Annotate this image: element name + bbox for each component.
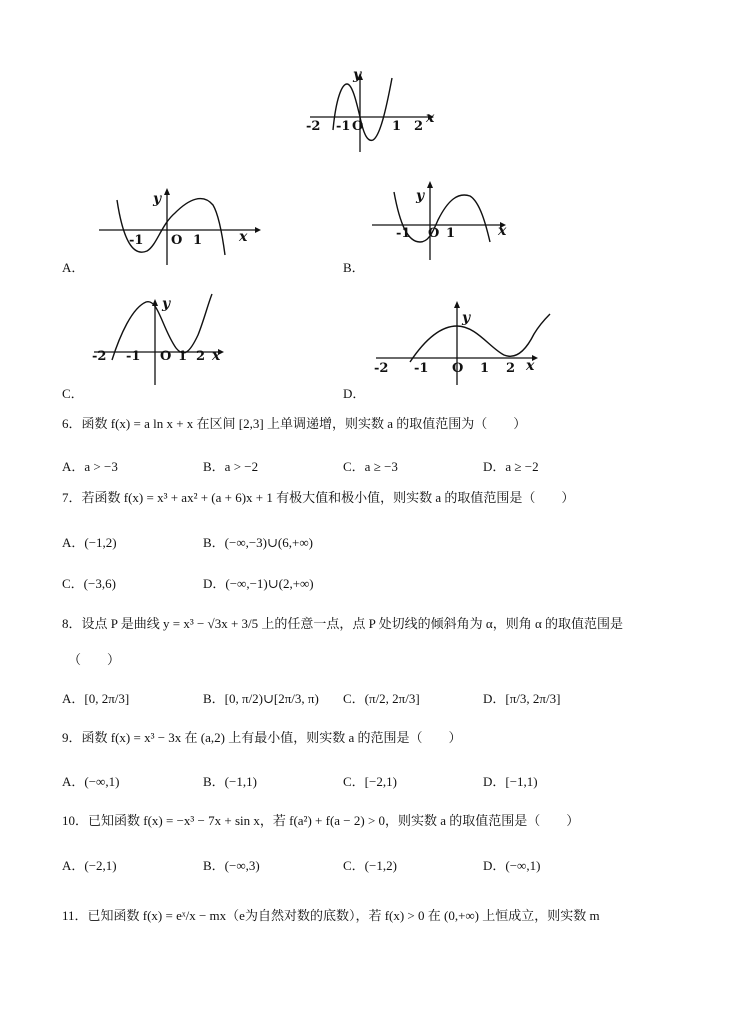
y-axis-arrow xyxy=(454,301,460,308)
tick-label: 1 xyxy=(178,349,188,364)
question-6-choice-b: B．a > −2 xyxy=(203,459,259,474)
question-8-stem-cont: （ ） xyxy=(68,652,121,667)
graph-c xyxy=(90,290,230,385)
graph-a-svg xyxy=(95,185,275,260)
y-axis-arrow xyxy=(427,181,433,188)
x-label: x xyxy=(239,229,248,245)
origin-label: O xyxy=(352,119,364,134)
question-8-choice-a: A．[0, 2π/3] xyxy=(62,691,130,706)
graph-d xyxy=(372,300,557,385)
question-9-choice-a: A．(−∞,1) xyxy=(62,774,120,789)
question-7-choice-c: C．(−3,6) xyxy=(62,576,116,591)
x-axis-arrow xyxy=(255,227,261,233)
question-10-choice-b: B．(−∞,3) xyxy=(203,858,260,873)
tick-label: -2 xyxy=(92,349,107,364)
question-10-stem: 10．已知函数 f(x) = −x³ − 7x + sin x，若 f(a²) + f(a − 2) > 0，则实数 a 的取值范围是（ ） xyxy=(62,813,580,828)
curve xyxy=(410,314,550,362)
question-6-choice-a: A．a > −3 xyxy=(62,459,118,474)
header-graph-svg xyxy=(300,67,440,160)
tick-label: 1 xyxy=(392,119,402,134)
origin-label: O xyxy=(171,233,183,248)
y-label: y xyxy=(416,188,425,204)
question-8-choice-b: B．[0, π/2)∪[2π/3, π) xyxy=(203,691,319,706)
question-7-choice-b: B．(−∞,−3)∪(6,+∞) xyxy=(203,535,313,550)
y-label: y xyxy=(153,191,162,207)
tick-label: -1 xyxy=(126,349,141,364)
x-label: x xyxy=(212,348,221,364)
tick-label: 2 xyxy=(196,349,206,364)
question-7-choice-a: A．(−1,2) xyxy=(62,535,117,550)
question-10-choice-a: A．(−2,1) xyxy=(62,858,117,873)
y-label: y xyxy=(353,67,362,83)
origin-label: O xyxy=(160,349,172,364)
question-6-choice-c: C．a ≥ −3 xyxy=(343,459,398,474)
tick-label: -1 xyxy=(336,119,351,134)
question-9-choice-d: D．[−1,1) xyxy=(483,774,538,789)
question-8-stem: 8．设点 P 是曲线 y = x³ − √3x + 3/5 上的任意一点，点 P 处切线的倾斜角为 α，则角 α 的取值范围是 xyxy=(62,616,624,631)
x-label: x xyxy=(526,358,535,374)
tick-label: 1 xyxy=(480,361,490,376)
graph-b xyxy=(368,180,518,260)
x-label: x xyxy=(426,110,435,126)
question-7-stem: 7．若函数 f(x) = x³ + ax² + (a + 6)x + 1 有极大值和极小值，则实数 a 的取值范围是（ ） xyxy=(62,490,575,505)
graph-b-label: B． xyxy=(343,260,365,275)
tick-label: 2 xyxy=(414,119,424,134)
y-axis-arrow xyxy=(164,188,170,195)
question-11-stem: 11．已知函数 f(x) = eˣ/x − mx（e为自然对数的底数），若 f(x) > 0 在 (0,+∞) 上恒成立，则实数 m xyxy=(62,908,600,923)
graph-d-label: D． xyxy=(343,386,366,401)
y-label: y xyxy=(162,296,171,312)
tick-label: -1 xyxy=(396,226,411,241)
tick-label: 1 xyxy=(446,226,456,241)
origin-label: O xyxy=(428,226,440,241)
tick-label: 1 xyxy=(193,233,203,248)
y-label: y xyxy=(462,310,471,326)
graph-a-label: A． xyxy=(62,260,85,275)
y-axis-arrow xyxy=(152,299,158,306)
header-graph xyxy=(300,67,440,160)
graph-b-svg xyxy=(368,180,518,260)
tick-label: -2 xyxy=(374,361,389,376)
question-9-choice-b: B．(−1,1) xyxy=(203,774,257,789)
graph-c-label: C． xyxy=(62,386,84,401)
x-label: x xyxy=(498,223,507,239)
question-9-stem: 9．函数 f(x) = x³ − 3x 在 (a,2) 上有最小值，则实数 a 的范围是（ ） xyxy=(62,730,462,745)
question-8-choice-c: C．(π/2, 2π/3] xyxy=(343,691,420,706)
question-9-choice-c: C．[−2,1) xyxy=(343,774,397,789)
tick-label: -2 xyxy=(306,119,321,134)
tick-label: -1 xyxy=(129,233,144,248)
question-8-choice-d: D．[π/3, 2π/3] xyxy=(483,691,561,706)
question-6-stem: 6．函数 f(x) = a ln x + x 在区间 [2,3] 上单调递增，则实数 a 的取值范围为（ ） xyxy=(62,416,527,431)
tick-label: 2 xyxy=(506,361,516,376)
graph-a xyxy=(95,185,275,260)
question-7-choice-d: D．(−∞,−1)∪(2,+∞) xyxy=(203,576,314,591)
tick-label: -1 xyxy=(414,361,429,376)
origin-label: O xyxy=(452,361,464,376)
graph-c-svg xyxy=(90,290,230,385)
question-10-choice-c: C．(−1,2) xyxy=(343,858,397,873)
question-6-choice-d: D．a ≥ −2 xyxy=(483,459,539,474)
question-10-choice-d: D．(−∞,1) xyxy=(483,858,541,873)
graph-d-svg xyxy=(372,300,557,385)
